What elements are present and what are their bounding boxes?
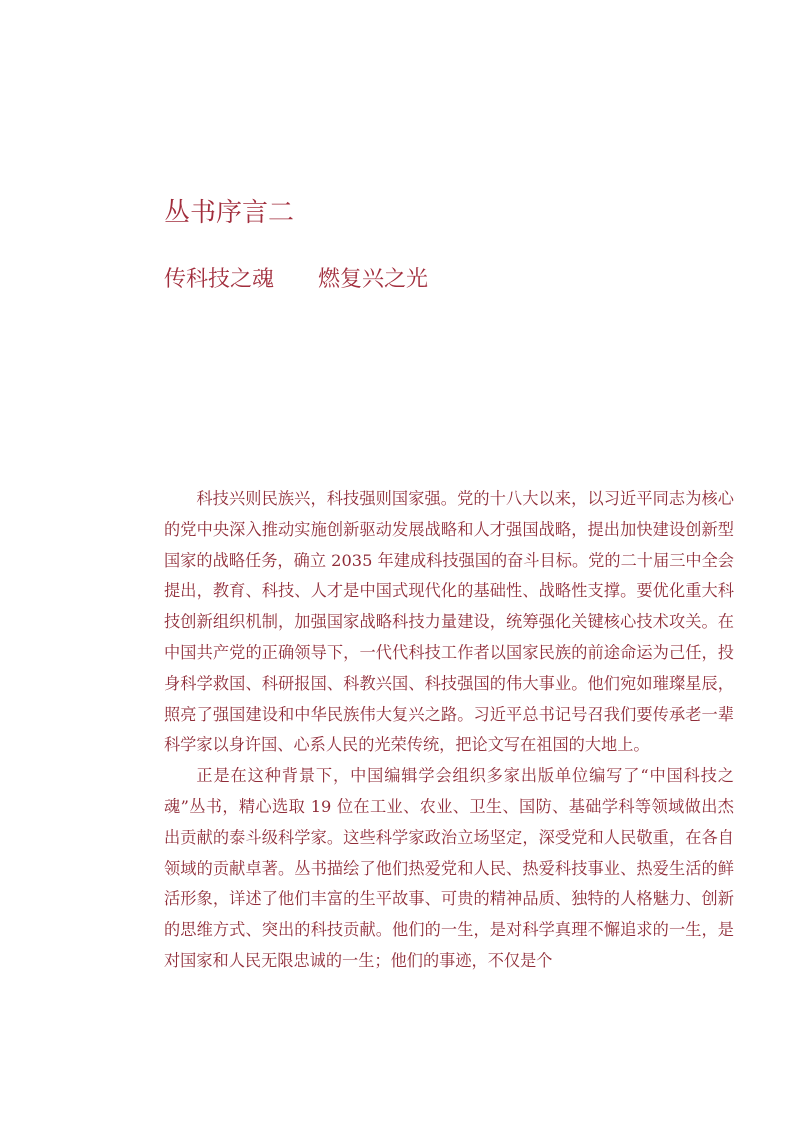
series-title: 丛书序言二	[164, 198, 295, 228]
paragraph: 正是在这种背景下，中国编辑学会组织多家出版单位编写了“中国科技之魂”丛书，精心选取 19 位在工业、农业、卫生、国防、基础学科等领域做出杰出贡献的泰斗级科学家。这些科学家政治立场坚定，深受党和人民敬重，在各自领域的贡献卓著。丛书描绘了他们热爱党和人民、热爱科技事业、热爱生活的鲜活形象，详述了他们丰富的生平故事、可贵的精神品质、独特的人格魅力、创新的思维方式、突出的科技贡献。他们的一生，是对科学真理不懈追求的一生，是对国家和人民无限忠诚的一生；他们的事迹，不仅是个	[164, 766, 734, 970]
preface-subtitle: 传科技之魂 燃复兴之光	[164, 267, 429, 292]
preface-body	[164, 484, 734, 977]
paragraph: 科技兴则民族兴，科技强则国家强。党的十八大以来，以习近平同志为核心的党中央深入推动实施创新驱动发展战略和人才强国战略，提出加快建设创新型国家的战略任务，确立 2035 年建成科技强国的奋斗目标。党的二十届三中全会提出，教育、科技、人才是中国式现代化的基础性、战略性支撑。要优化重大科技创新组织机制，加强国家战略科技力量建设，统筹强化关键核心技术攻关。在中国共产党的正确领导下，一代代科技工作者以国家民族的前途命运为己任，投身科学救国、科研报国、科教兴国、科技强国的伟大事业。他们宛如璀璨星辰，照亮了强国建设和中华民族伟大复兴之路。习近平总书记号召我们要传承老一辈科学家以身许国、心系人民的光荣传统，把论文写在祖国的大地上。	[164, 489, 734, 755]
